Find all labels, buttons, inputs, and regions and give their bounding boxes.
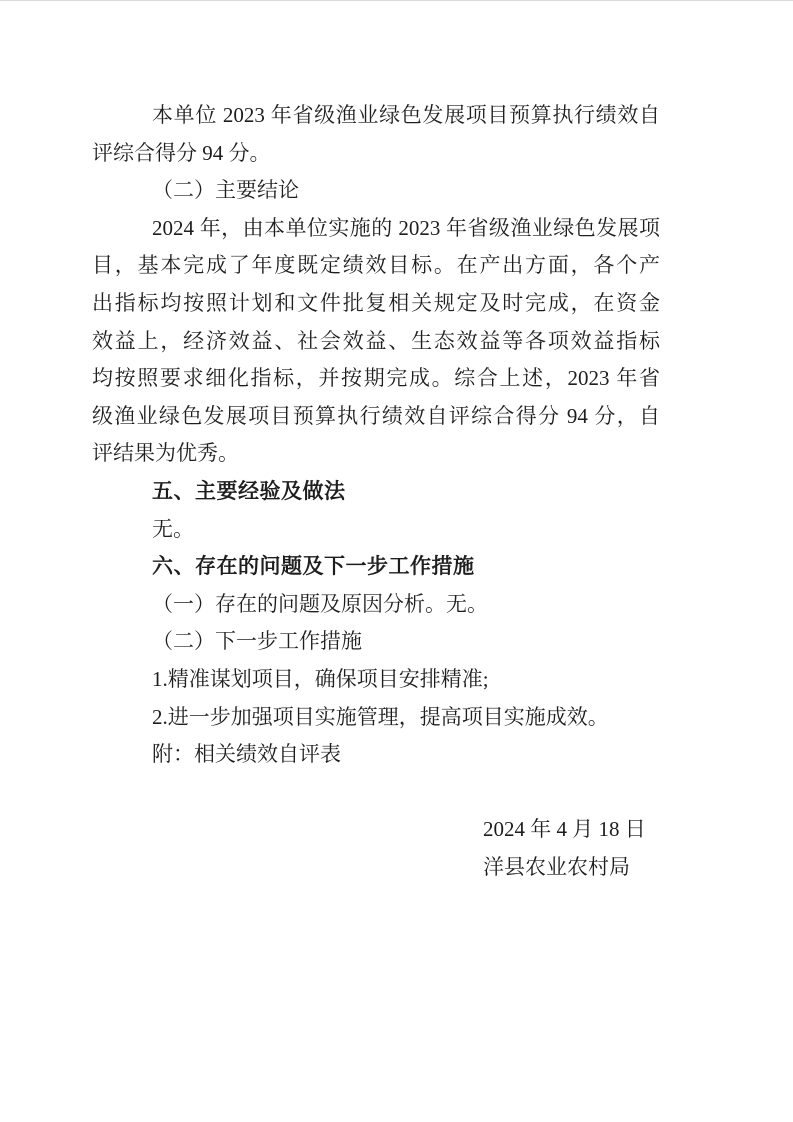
- section-heading-6: 六、存在的问题及下一步工作措施: [152, 555, 475, 579]
- paragraph-line: 级渔业绿色发展项目预算执行绩效自评综合得分 94 分，自: [92, 403, 660, 428]
- section-heading-5: 五、主要经验及做法: [152, 479, 346, 503]
- paragraph-line: 2024 年，由本单位实施的 2023 年省级渔业绿色发展项: [152, 215, 660, 240]
- signature-date: 2024 年 4 月 18 日: [483, 817, 646, 842]
- paragraph-line: 无。: [152, 516, 194, 541]
- list-item: 1.精准谋划项目，确保项目安排精准;: [152, 666, 489, 691]
- paragraph-line: 本单位 2023 年省级渔业绿色发展项目预算执行绩效自: [152, 103, 660, 127]
- blank-line: [92, 774, 660, 812]
- list-item: 2.进一步加强项目实施管理，提高项目实施成效。: [152, 704, 609, 729]
- paragraph-line: 评综合得分 94 分。: [92, 140, 271, 165]
- paragraph-line: 效益上，经济效益、社会效益、生态效益等各项效益指标: [92, 328, 660, 353]
- subsection-heading: （一）存在的问题及原因分析。无。: [152, 591, 488, 616]
- subsection-heading: （二）主要结论: [152, 178, 299, 203]
- attachment-note: 附：相关绩效自评表: [152, 742, 341, 767]
- signature-org: 洋县农业农村局: [483, 854, 630, 879]
- document-body: [92, 97, 660, 886]
- paragraph-line: 评结果为优秀。: [92, 441, 239, 466]
- paragraph-line: 出指标均按照计划和文件批复相关规定及时完成，在资金: [92, 290, 660, 315]
- subsection-heading: （二）下一步工作措施: [152, 629, 362, 654]
- paragraph-line: 均按照要求细化指标，并按期完成。综合上述，2023 年省: [92, 366, 660, 391]
- paragraph-line: 目，基本完成了年度既定绩效目标。在产出方面，各个产: [92, 253, 660, 278]
